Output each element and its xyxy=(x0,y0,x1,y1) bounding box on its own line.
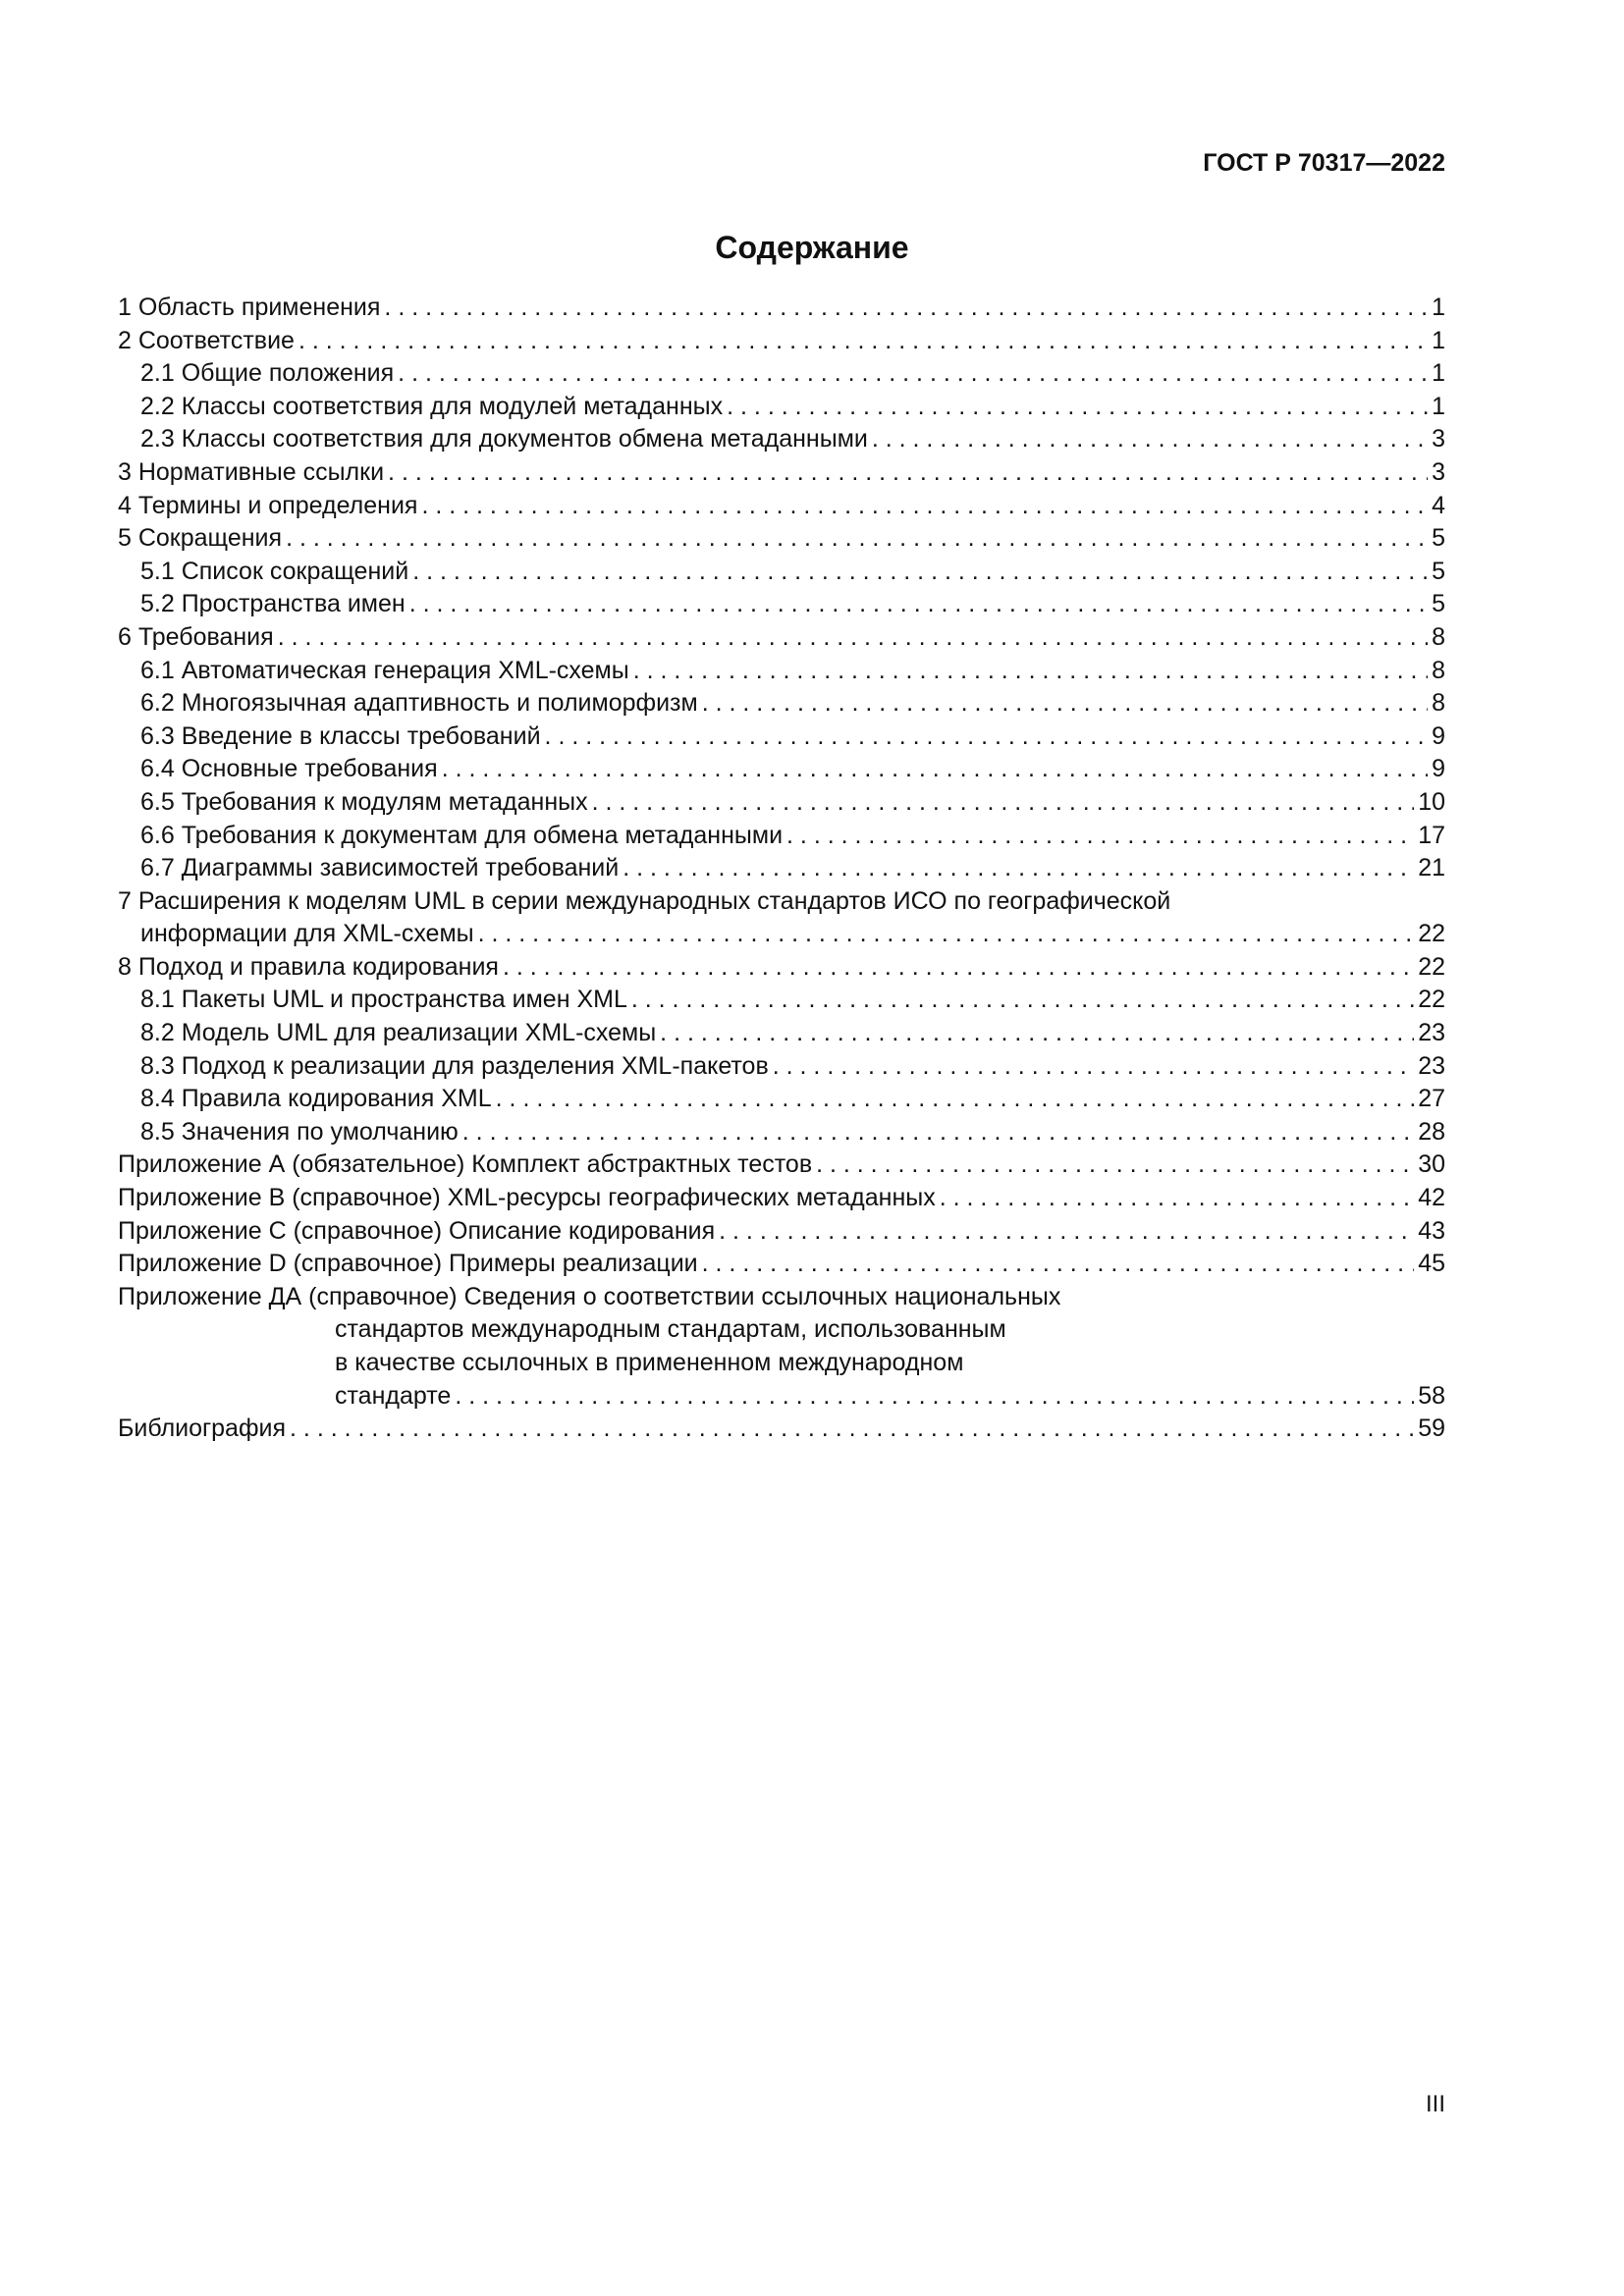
dot-leader xyxy=(388,456,1428,490)
dot-leader xyxy=(290,1413,1414,1446)
toc-entry-page: 22 xyxy=(1418,920,1445,948)
toc-entry[interactable] xyxy=(118,1148,1445,1182)
toc-entry-text: 8.5 Значения по умолчанию xyxy=(140,1117,459,1146)
toc-entry[interactable] xyxy=(118,655,1445,688)
dot-leader xyxy=(660,1017,1414,1050)
toc-entry-text: 5.1 Список сокращений xyxy=(140,557,409,585)
toc-entry-text: Приложение D (справочное) Примеры реализации xyxy=(118,1250,698,1278)
toc-entry[interactable] xyxy=(118,588,1445,621)
toc-entry-page: 45 xyxy=(1418,1250,1445,1278)
toc-entry[interactable] xyxy=(118,423,1445,456)
toc-entry[interactable] xyxy=(118,292,1445,325)
toc-entry-page: 22 xyxy=(1418,986,1445,1014)
toc-entry[interactable] xyxy=(118,1248,1445,1281)
toc-entry-text: 8 Подход и правила кодирования xyxy=(118,952,499,981)
toc-entry-text: 8.1 Пакеты UML и пространства имен XML xyxy=(140,986,627,1014)
dot-leader xyxy=(592,786,1415,820)
toc-entry-text: 6.3 Введение в классы требований xyxy=(140,721,541,750)
toc-entry[interactable] xyxy=(118,1083,1445,1116)
toc-entry[interactable] xyxy=(118,786,1445,820)
toc-entry-page: 1 xyxy=(1432,326,1445,354)
toc-entry-page: 21 xyxy=(1418,854,1445,882)
toc-entry[interactable] xyxy=(118,522,1445,556)
toc-entry-page: 30 xyxy=(1418,1150,1445,1179)
dot-leader xyxy=(702,687,1428,721)
toc-entry-page: 59 xyxy=(1418,1415,1445,1443)
dot-leader xyxy=(631,984,1414,1017)
toc-entry-page: 42 xyxy=(1418,1184,1445,1212)
toc-entry-page: 9 xyxy=(1432,755,1445,783)
toc-entry-page: 3 xyxy=(1432,457,1445,486)
document-id: ГОСТ Р 70317—2022 xyxy=(1203,149,1445,177)
toc-entry-text: 6.6 Требования к документам для обмена метаданными xyxy=(140,821,784,849)
toc-entry-text: Библиография xyxy=(118,1415,287,1443)
toc-entry[interactable] xyxy=(118,1281,1445,1314)
dot-leader xyxy=(702,1248,1415,1281)
toc-entry-text: информации для XML-схемы xyxy=(140,920,474,948)
toc-entry-continuation[interactable] xyxy=(118,918,1445,951)
toc-entry-text: 6.5 Требования к модулям метаданных xyxy=(140,787,588,816)
toc-entry-text: в качестве ссылочных в примененном международном xyxy=(335,1349,964,1376)
toc-entry-text: стандартов международным стандартам, использованным xyxy=(335,1315,1006,1344)
dot-leader xyxy=(298,325,1428,358)
dot-leader xyxy=(442,753,1428,786)
toc-entry-page: 1 xyxy=(1432,359,1445,388)
toc-entry-page: 5 xyxy=(1432,524,1445,553)
toc-entry-text: 2 Соответствие xyxy=(118,326,295,354)
toc-entry[interactable] xyxy=(118,621,1445,655)
dot-leader xyxy=(462,1116,1414,1149)
toc-entry-text: 2.3 Классы соответствия для документов обмена метаданными xyxy=(140,425,868,454)
dot-leader xyxy=(786,820,1414,853)
toc-entry-page: 27 xyxy=(1418,1085,1445,1113)
toc-entry-page: 28 xyxy=(1418,1117,1445,1146)
toc-entry-page: 9 xyxy=(1432,721,1445,750)
toc-title: Содержание xyxy=(715,230,909,265)
toc-entry[interactable] xyxy=(118,456,1445,490)
dot-leader xyxy=(872,423,1428,456)
toc-entry[interactable] xyxy=(118,1413,1445,1446)
toc-entry[interactable] xyxy=(118,1017,1445,1050)
toc-entry-page: 10 xyxy=(1418,787,1445,816)
toc-entry[interactable] xyxy=(118,1215,1445,1249)
dot-leader xyxy=(773,1050,1414,1084)
toc-entry[interactable] xyxy=(118,820,1445,853)
toc-entry-page: 5 xyxy=(1432,557,1445,585)
toc-entry[interactable] xyxy=(118,1182,1445,1215)
toc-entry[interactable] xyxy=(118,687,1445,721)
table-of-contents xyxy=(118,292,1445,1446)
dot-leader xyxy=(719,1215,1414,1249)
toc-entry-page: 8 xyxy=(1432,622,1445,651)
toc-entry-text: 7 Расширения к моделям UML в серии международных стандартов ИСО по географической xyxy=(118,886,1171,915)
toc-entry-text: 5 Сокращения xyxy=(118,524,283,553)
dot-leader xyxy=(545,721,1429,754)
toc-entry[interactable] xyxy=(118,984,1445,1017)
toc-entry-text: 2.2 Классы соответствия для модулей метаданных xyxy=(140,392,724,420)
dot-leader xyxy=(421,490,1428,523)
dot-leader xyxy=(623,852,1414,885)
toc-entry[interactable] xyxy=(118,490,1445,523)
toc-entry[interactable] xyxy=(118,721,1445,754)
toc-entry-page: 17 xyxy=(1418,821,1445,849)
dot-leader xyxy=(503,951,1414,985)
toc-entry-text: стандарте xyxy=(335,1381,452,1410)
toc-entry-text: 8.3 Подход к реализации для разделения XML-пакетов xyxy=(140,1051,769,1080)
toc-entry-page: 58 xyxy=(1418,1381,1445,1410)
toc-entry-page: 22 xyxy=(1418,952,1445,981)
toc-entry-page: 3 xyxy=(1432,425,1445,454)
toc-entry-page: 1 xyxy=(1432,294,1445,321)
toc-entry-text: 6.7 Диаграммы зависимостей требований xyxy=(140,854,620,882)
toc-entry-text: Приложение В (справочное) XML-ресурсы географических метаданных xyxy=(118,1184,936,1212)
toc-entry-text: 8.4 Правила кодирования XML xyxy=(140,1085,492,1113)
dot-leader xyxy=(633,655,1428,688)
toc-entry-text: 1 Область применения xyxy=(118,294,381,321)
dot-leader xyxy=(286,522,1428,556)
toc-entry[interactable] xyxy=(118,885,1445,919)
toc-entry-text: Приложение С (справочное) Описание кодирования xyxy=(118,1216,716,1245)
toc-entry[interactable] xyxy=(118,325,1445,358)
toc-entry-page: 43 xyxy=(1418,1216,1445,1245)
toc-entry[interactable] xyxy=(118,1050,1445,1084)
toc-entry-text: 6.4 Основные требования xyxy=(140,755,438,783)
dot-leader xyxy=(278,621,1428,655)
toc-entry-text: Приложение А (обязательное) Комплект абстрактных тестов xyxy=(118,1150,813,1179)
toc-entry-text: 4 Термины и определения xyxy=(118,491,418,519)
toc-entry-page: 5 xyxy=(1432,590,1445,618)
toc-entry[interactable] xyxy=(118,556,1445,589)
toc-entry-page: 4 xyxy=(1432,491,1445,519)
dot-leader xyxy=(398,357,1428,391)
toc-entry[interactable] xyxy=(118,852,1445,885)
dot-leader xyxy=(940,1182,1414,1215)
toc-entry-page: 1 xyxy=(1432,392,1445,420)
dot-leader xyxy=(384,292,1428,325)
toc-entry-text: 6 Требования xyxy=(118,622,274,651)
toc-entry-text: Приложение ДА (справочное) Сведения о соответствии ссылочных национальных xyxy=(118,1282,1061,1310)
toc-entry-continuation[interactable] xyxy=(118,1347,1445,1380)
toc-entry[interactable] xyxy=(118,357,1445,391)
page-number: III xyxy=(1425,2091,1445,2117)
dot-leader xyxy=(455,1380,1414,1414)
toc-entry-text: 3 Нормативные ссылки xyxy=(118,457,385,486)
toc-entry[interactable] xyxy=(118,1116,1445,1149)
dot-leader xyxy=(409,588,1428,621)
toc-entry-text: 8.2 Модель UML для реализации XML-схемы xyxy=(140,1019,657,1047)
dot-leader xyxy=(412,556,1428,589)
toc-entry-text: 2.1 Общие положения xyxy=(140,359,395,388)
dot-leader xyxy=(478,918,1415,951)
toc-entry-text: 6.1 Автоматическая генерация XML-схемы xyxy=(140,656,629,684)
dot-leader xyxy=(727,391,1428,424)
dot-leader xyxy=(816,1148,1414,1182)
toc-entry-page: 8 xyxy=(1432,656,1445,684)
toc-entry-text: 5.2 Пространства имен xyxy=(140,590,406,618)
toc-entry[interactable] xyxy=(118,391,1445,424)
toc-entry-page: 23 xyxy=(1418,1019,1445,1047)
toc-entry-continuation[interactable] xyxy=(118,1380,1445,1414)
toc-entry-text: 6.2 Многоязычная адаптивность и полиморфизм xyxy=(140,689,698,718)
toc-entry-continuation[interactable] xyxy=(118,1313,1445,1347)
toc-entry[interactable] xyxy=(118,951,1445,985)
dot-leader xyxy=(496,1083,1415,1116)
toc-entry-page: 23 xyxy=(1418,1051,1445,1080)
toc-entry[interactable] xyxy=(118,753,1445,786)
toc-entry-page: 8 xyxy=(1432,689,1445,718)
